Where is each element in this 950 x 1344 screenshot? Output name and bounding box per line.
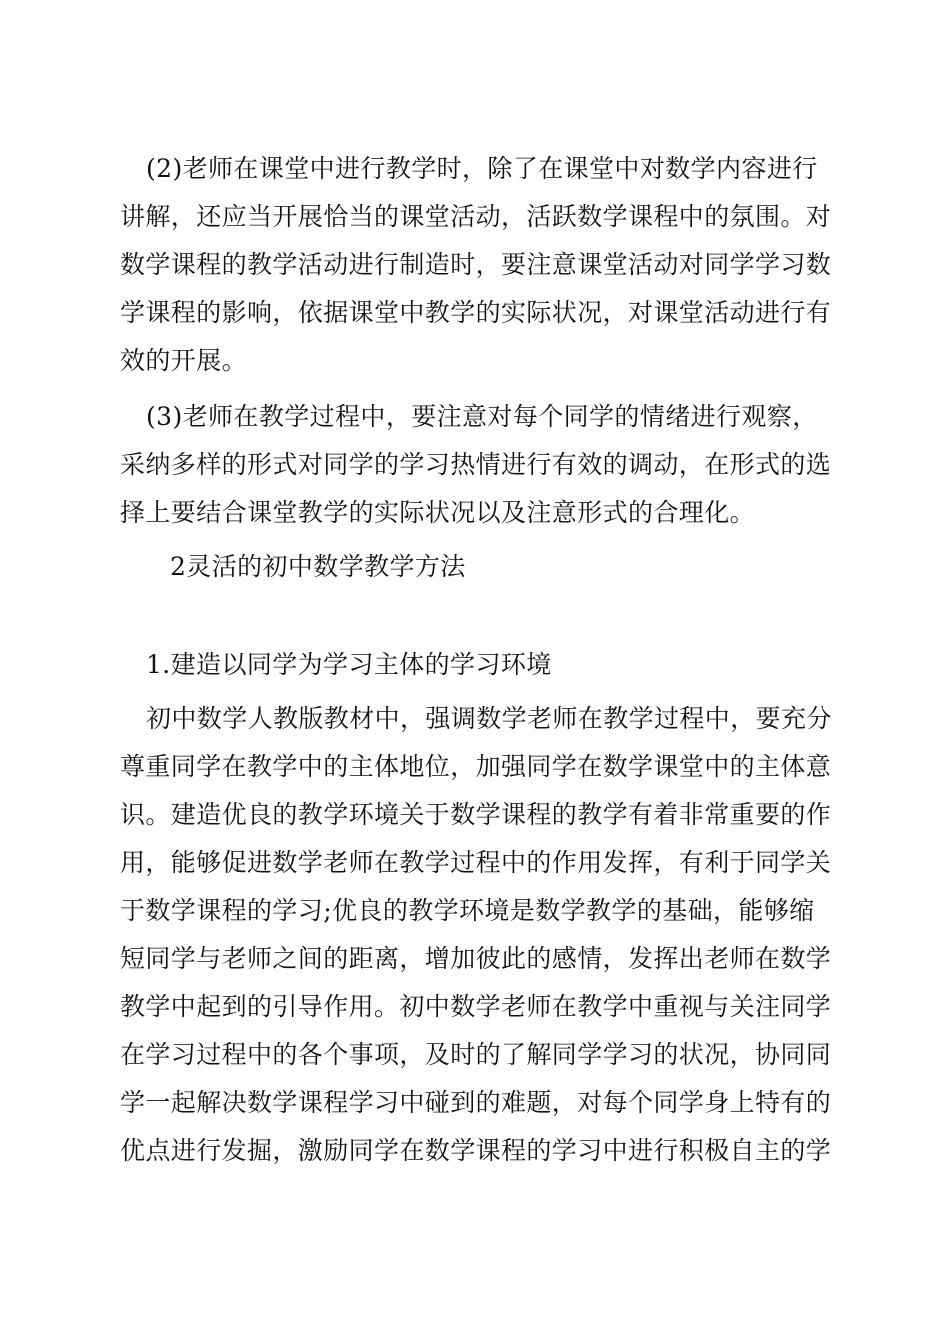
body-line-1: 初中数学人教版教材中，强调数学老师在教学过程中，要充分 [146,704,832,733]
body-line-7: 教学中起到的引导作用。初中数学老师在教学中重视与关注同学 [120,992,832,1021]
paragraph-2-line-4: 学课程的影响，依据课堂中教学的实际状况，对课堂活动进行有 [120,298,832,327]
body-line-5: 于数学课程的学习;优良的教学环境是数学教学的基础，能够缩 [120,896,815,925]
paragraph-2-line-2: 讲解，还应当开展恰当的课堂活动，活跃数学课程中的氛围。对 [120,202,832,231]
subheading: 1.建造以同学为学习主体的学习环境 [146,650,552,679]
body-line-10: 优点进行发掘，激励同学在数学课程的学习中进行积极自主的学 [120,1136,832,1165]
body-line-2: 尊重同学在教学中的主体地位，加强同学在数学课堂中的主体意 [120,752,832,781]
paragraph-2-line-3: 数学课程的教学活动进行制造时，要注意课堂活动对同学学习数 [120,250,832,279]
body-line-3: 识。建造优良的教学环境关于数学课程的教学有着非常重要的作 [120,800,832,829]
paragraph-2-line-5: 效的开展。 [120,346,248,375]
paragraph-2-line-1: (2)老师在课堂中进行教学时，除了在课堂中对数学内容进行 [146,154,818,183]
body-line-8: 在学习过程中的各个事项，及时的了解同学学习的状况，协同同 [120,1040,832,1069]
body-line-4: 用，能够促进数学老师在教学过程中的作用发挥，有利于同学关 [120,848,832,877]
paragraph-3-line-1: (3)老师在教学过程中，要注意对每个同学的情绪进行观察， [146,402,818,431]
body-line-9: 学一起解决数学课程学习中碰到的难题，对每个同学身上特有的 [120,1088,832,1117]
paragraph-3-line-2: 采纳多样的形式对同学的学习热情进行有效的调动，在形式的选 [120,450,832,479]
paragraph-3-line-3: 择上要结合课堂教学的实际状况以及注意形式的合理化。 [120,498,756,527]
section-heading: 2灵活的初中数学教学方法 [170,552,466,581]
body-line-6: 短同学与老师之间的距离，增加彼此的感情，发挥出老师在数学 [120,944,832,973]
